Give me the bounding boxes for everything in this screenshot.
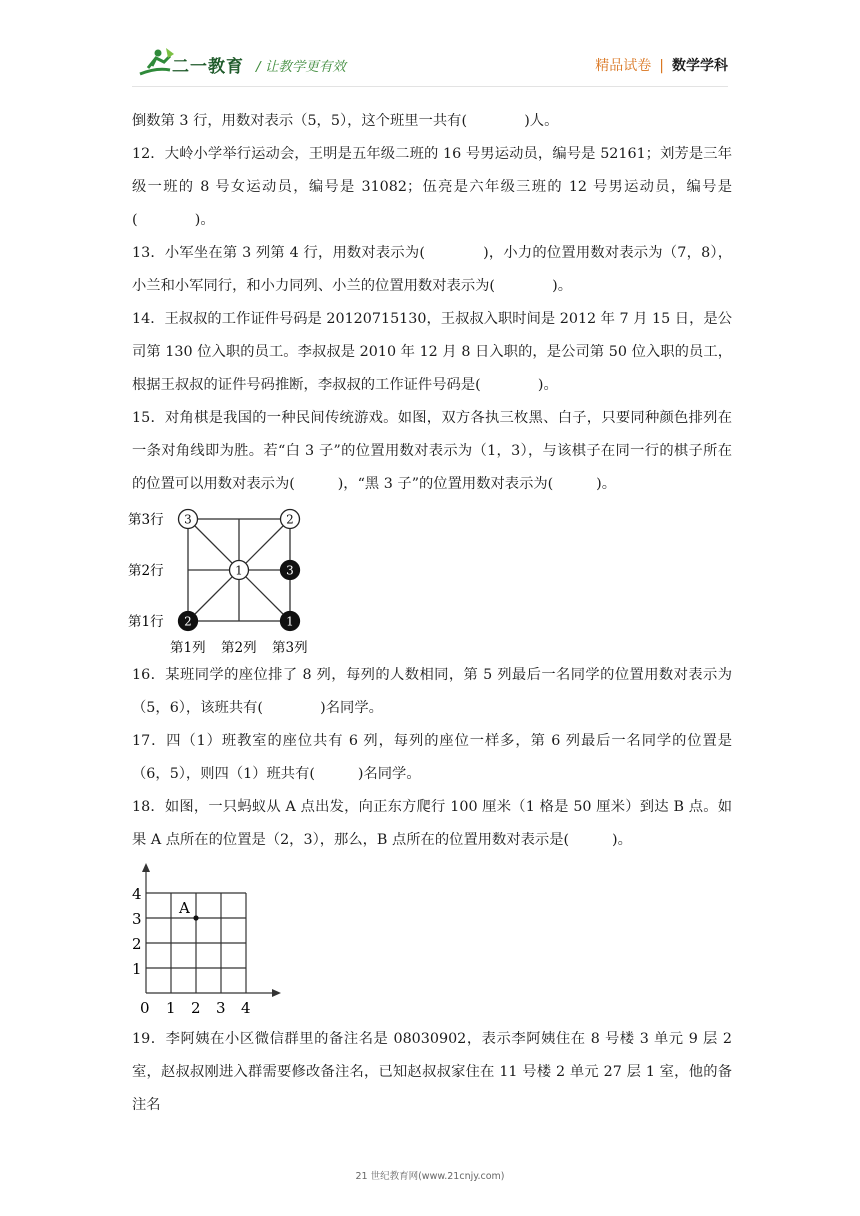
question-16: 16．某班同学的座位排了 8 列，每列的人数相同，第 5 列最后一名同学的位置用数对表示为（5，6），该班共有( )名同学。	[132, 667, 732, 716]
page-footer: 21 世纪教育网(www.21cnjy.com)	[355, 1171, 505, 1182]
y-tick-1: 1	[132, 960, 142, 978]
header-divider	[132, 86, 728, 87]
x-tick-1: 1	[166, 999, 176, 1017]
black-piece-3	[281, 561, 300, 580]
svg-text:2: 2	[184, 614, 192, 629]
question-14: 14．王叔叔的工作证件号码是 20120715130，王叔叔入职时间是 2012 年 7 月 15 日，是公司第 130 位入职的员工。李叔叔是 2010 年 12 月 8 日入职的，是公司第 50 位入职的员工，根据王叔叔的证件号码推断，李叔叔的工作证件号码是( )。	[132, 311, 732, 393]
col-label-3: 第3列	[272, 640, 308, 656]
white-piece-3	[179, 510, 198, 529]
question-19: 19．李阿姨在小区微信群里的备注名是 08030902，表示李阿姨住在 8 号楼 3 单元 9 层 2 室，赵叔叔刚进入群需要修改备注名，已知赵叔叔家住在 11 号楼 2 单元 27 层 1 室，他的备注名	[132, 1031, 732, 1113]
question-17: 17．四（1）班教室的座位共有 6 列，每列的座位一样多，第 6 列最后一名同学的位置是（6，5），则四（1）班共有( )名同学。	[132, 733, 732, 782]
coordinate-grid-figure	[134, 863, 284, 1023]
y-tick-2: 2	[132, 935, 142, 953]
header-right	[595, 55, 728, 75]
black-piece-2	[179, 612, 198, 631]
black-piece-1	[281, 612, 300, 631]
x-tick-3: 3	[216, 999, 226, 1017]
svg-text:2: 2	[286, 512, 294, 527]
row-label-1: 第1行	[128, 614, 164, 630]
col-label-1: 第1列	[170, 640, 206, 656]
question-list	[128, 105, 732, 1122]
white-piece-2	[281, 510, 300, 529]
page-header	[0, 0, 860, 90]
header-slogan: / 让教学更有效	[256, 59, 346, 75]
header-badge: 精品试卷	[595, 58, 652, 74]
x-tick-4: 4	[241, 999, 251, 1017]
logo-text: 二一教育	[172, 57, 244, 77]
svg-text:1: 1	[286, 614, 294, 629]
row-label-2: 第2行	[128, 563, 164, 579]
svg-text:3: 3	[286, 563, 294, 578]
question-18: 18．如图，一只蚂蚁从 A 点出发，向正东方爬行 100 厘米（1 格是 50 厘米）到达 B 点。如果 A 点所在的位置是（2，3），那么，B 点所在的位置用数对表示是( )。	[132, 799, 732, 848]
header-separator: |	[659, 58, 664, 74]
question-15: 15．对角棋是我国的一种民间传统游戏。如图，双方各执三枚黑、白子，只要同种颜色排列在一条对角线即为胜。若“白 3 子”的位置用数对表示为（1，3），与该棋子在同一行的棋子所在的位置可以用数对表示为( )，“黑 3 子”的位置用数对表示为( )。	[132, 410, 732, 492]
y-tick-4: 4	[132, 885, 142, 903]
question-12: 12．大岭小学举行运动会，王明是五年级二班的 16 号男运动员，编号是 52161；刘芳是三年级一班的 8 号女运动员，编号是 31082；伍亮是六年级三班的 12 号男运动员，编号是( )。	[132, 146, 732, 228]
point-a	[193, 915, 198, 920]
x-tick-2: 2	[191, 999, 201, 1017]
point-a-label: A	[179, 899, 190, 917]
x-tick-0: 0	[140, 999, 150, 1017]
col-label-2: 第2列	[221, 640, 257, 656]
y-tick-3: 3	[132, 910, 142, 928]
question-11-tail: 倒数第 3 行，用数对表示（5，5），这个班里一共有( )人。	[132, 113, 559, 129]
svg-text:1: 1	[235, 563, 243, 578]
board-figure	[128, 509, 328, 659]
header-subject: 数学学科	[672, 58, 728, 74]
svg-text:3: 3	[184, 512, 192, 527]
white-piece-1	[230, 561, 249, 580]
row-label-3: 第3行	[128, 512, 164, 528]
question-13: 13．小军坐在第 3 列第 4 行，用数对表示为( )，小力的位置用数对表示为（7，8），小兰和小军同行，和小力同列、小兰的位置用数对表示为( )。	[132, 245, 732, 294]
